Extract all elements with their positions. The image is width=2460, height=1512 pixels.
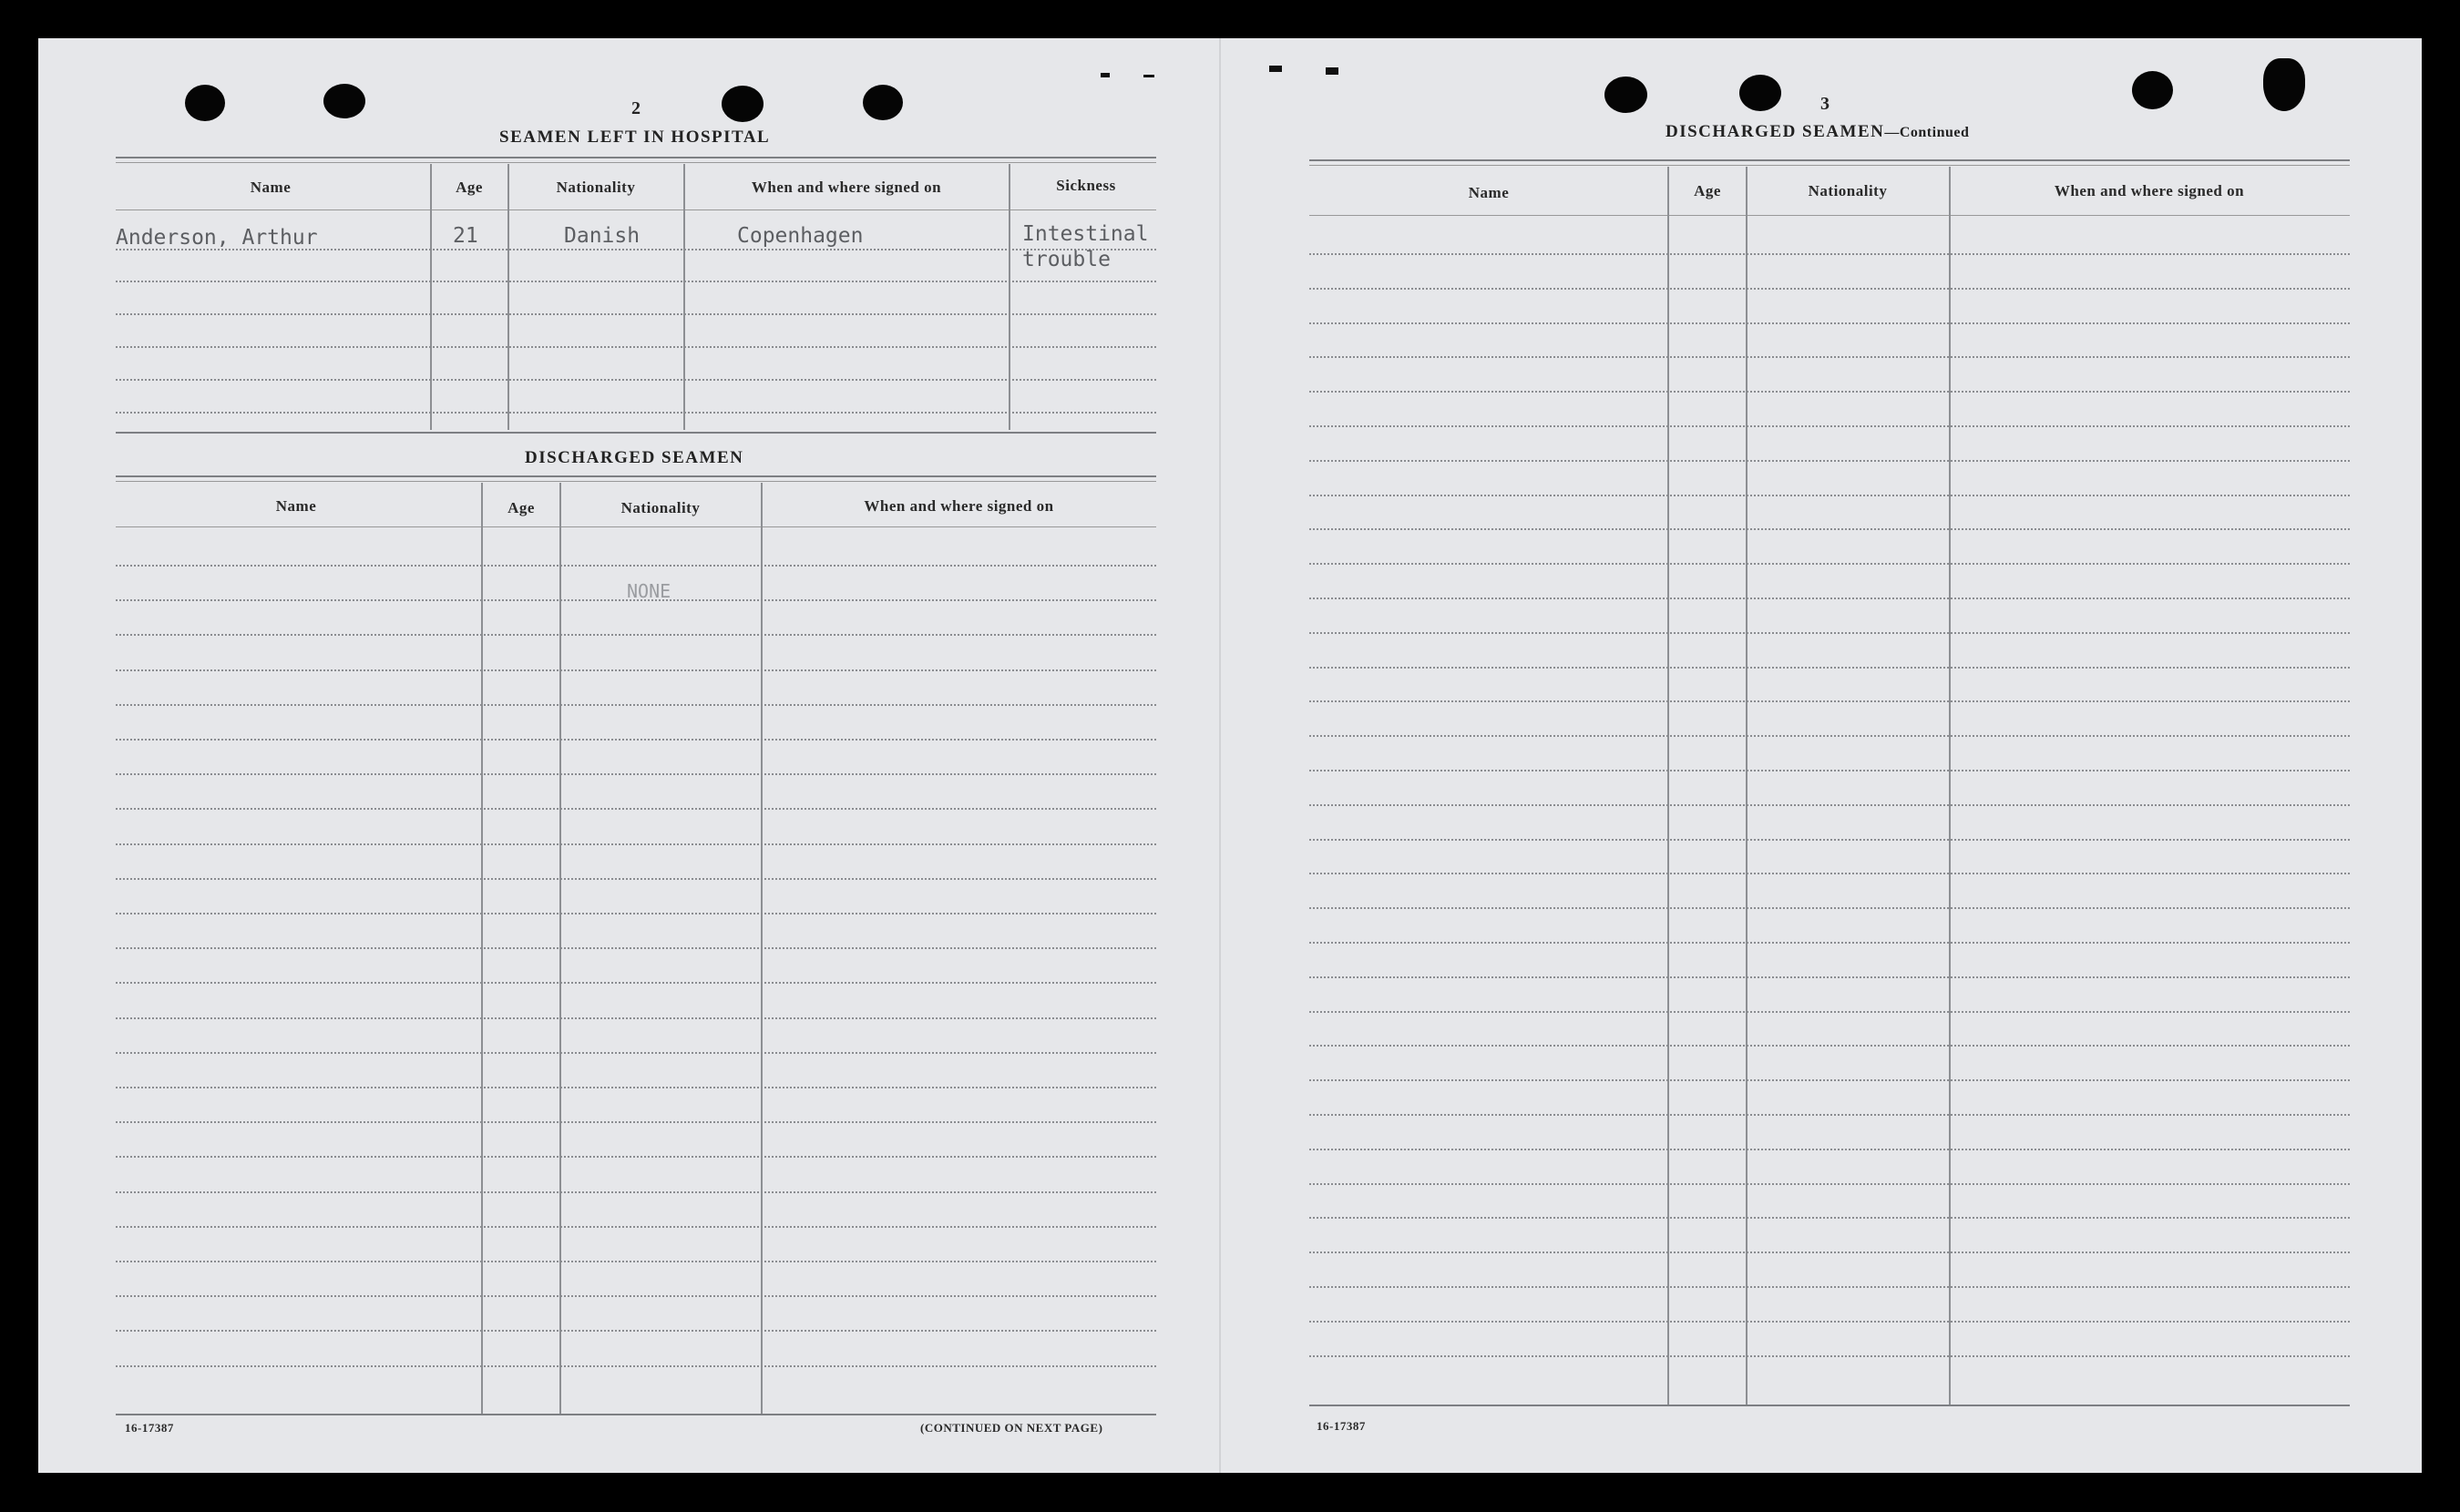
table-row [1309, 667, 2350, 669]
table-row [1309, 253, 2350, 255]
table-row [1309, 700, 2350, 702]
column-header-nationality: Nationality [620, 499, 701, 516]
table-row [116, 739, 1156, 741]
section-rule [116, 162, 1156, 163]
discharged-continued-title [1666, 122, 1969, 142]
table-row [1309, 804, 2350, 806]
seaman-sickness: Intestinal [1022, 222, 1149, 246]
table-row [116, 669, 1156, 671]
table-row [116, 1365, 1156, 1367]
table-row [1309, 735, 2350, 737]
punch-hole [722, 86, 764, 122]
table-row [1309, 288, 2350, 290]
page-bottom-rule [116, 1414, 1156, 1415]
ink-speck [1101, 73, 1110, 77]
table-row [116, 913, 1156, 914]
column-header-age: Age [456, 179, 483, 196]
table-row [1309, 1011, 2350, 1013]
punch-hole [1604, 77, 1647, 113]
discharged-section-title: DISCHARGED SEAMEN [525, 448, 744, 467]
table-row [1309, 356, 2350, 358]
form-number: 16-17387 [125, 1421, 174, 1435]
table-row [116, 281, 1156, 282]
table-row [116, 808, 1156, 810]
seaman-age: 21 [453, 224, 478, 248]
table-row [116, 412, 1156, 414]
column-header-signed-on: When and where signed on [751, 179, 942, 196]
header-underline [116, 526, 1156, 527]
table-row [116, 1330, 1156, 1332]
table-row [116, 1295, 1156, 1297]
hospital-section-title: SEAMEN LEFT IN HOSPITAL [499, 128, 771, 147]
seaman-sickness-cont: trouble [1022, 248, 1111, 271]
table-row [1309, 1355, 2350, 1357]
title-text: DISCHARGED SEAMEN [1666, 122, 1885, 141]
page-fold [1219, 38, 1221, 1473]
table-row [1309, 1286, 2350, 1288]
column-header-signed-on: When and where signed on [2054, 182, 2245, 199]
table-row [1309, 770, 2350, 771]
section-rule [116, 481, 1156, 482]
ink-speck [1269, 66, 1282, 72]
table-row [1309, 942, 2350, 944]
column-divider [507, 164, 509, 430]
table-row [116, 634, 1156, 636]
table-row [1309, 1183, 2350, 1185]
column-header-name: Name [275, 497, 317, 515]
table-row [1309, 425, 2350, 427]
table-row [1309, 1251, 2350, 1253]
header-underline [116, 209, 1156, 210]
table-row [1309, 563, 2350, 565]
column-header-signed-on: When and where signed on [864, 497, 1054, 515]
table-row [116, 773, 1156, 775]
table-row [116, 1261, 1156, 1262]
table-row [116, 379, 1156, 381]
section-rule [116, 157, 1156, 158]
table-row [1309, 1149, 2350, 1150]
table-row [1309, 1045, 2350, 1047]
title-suffix: —Continued [1884, 125, 1970, 140]
column-header-sickness: Sickness [1056, 177, 1116, 194]
column-header-nationality: Nationality [1808, 182, 1888, 199]
table-row [1309, 632, 2350, 634]
column-header-age: Age [507, 499, 535, 516]
table-row [1309, 391, 2350, 393]
punch-hole [2263, 58, 2305, 111]
continued-note: (CONTINUED ON NEXT PAGE) [920, 1421, 1103, 1435]
ink-speck [1326, 67, 1338, 75]
seaman-name: Anderson, Arthur [116, 226, 318, 250]
page-number: 2 [631, 98, 641, 118]
table-row [1309, 598, 2350, 599]
table-row [1309, 873, 2350, 874]
table-row [116, 982, 1156, 984]
table-row [1309, 1217, 2350, 1219]
table-row [116, 843, 1156, 845]
column-divider [430, 164, 432, 430]
column-divider [1009, 164, 1010, 430]
table-row [116, 704, 1156, 706]
column-divider [1667, 167, 1669, 1405]
column-header-nationality: Nationality [556, 179, 636, 196]
table-row [116, 1087, 1156, 1088]
column-header-name: Name [1468, 184, 1510, 201]
table-row [116, 1017, 1156, 1019]
punch-hole [1739, 75, 1781, 111]
column-header-name: Name [250, 179, 292, 196]
column-divider [1746, 167, 1748, 1405]
table-row [1309, 1079, 2350, 1081]
seaman-signed-on: Copenhagen [737, 224, 864, 248]
table-row [1309, 907, 2350, 909]
seaman-nationality: Danish [564, 224, 641, 248]
section-rule [116, 475, 1156, 477]
table-row [116, 1052, 1156, 1054]
page-bottom-rule [1309, 1405, 2350, 1406]
table-row [116, 1191, 1156, 1193]
table-row [1309, 839, 2350, 841]
punch-hole [863, 85, 903, 120]
ink-speck [1143, 75, 1154, 77]
table-row [116, 1156, 1156, 1158]
none-entry: NONE [627, 580, 671, 602]
table-row [116, 1121, 1156, 1123]
table-row [116, 346, 1156, 348]
column-header-age: Age [1694, 182, 1721, 199]
table-row [1309, 1114, 2350, 1116]
section-rule [1309, 165, 2350, 166]
punch-hole [185, 85, 225, 121]
punch-hole [2132, 71, 2173, 109]
table-row [116, 565, 1156, 567]
table-bottom-rule [116, 432, 1156, 434]
column-divider [683, 164, 685, 430]
table-row [1309, 495, 2350, 496]
page-number: 3 [1820, 94, 1830, 114]
section-rule [1309, 159, 2350, 161]
table-row [1309, 460, 2350, 462]
table-row [1309, 322, 2350, 324]
punch-hole [323, 84, 365, 118]
column-divider [1949, 167, 1951, 1405]
table-row [1309, 528, 2350, 530]
table-row [116, 947, 1156, 949]
form-number: 16-17387 [1317, 1419, 1366, 1433]
table-row [116, 313, 1156, 315]
table-row [116, 878, 1156, 880]
table-row [1309, 1321, 2350, 1323]
header-underline [1309, 215, 2350, 216]
table-row [116, 1226, 1156, 1228]
table-row [1309, 976, 2350, 978]
